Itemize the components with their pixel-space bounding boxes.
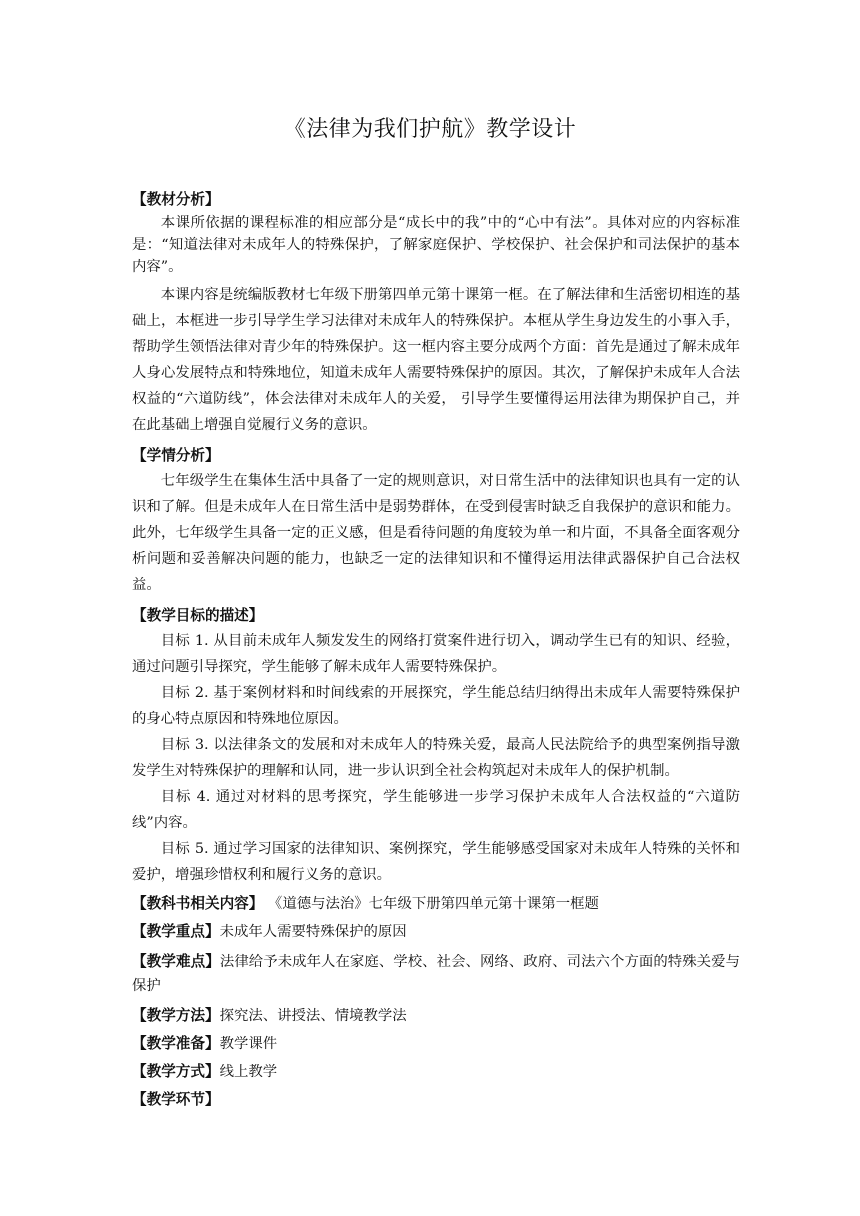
teaching-method-row <box>132 1004 740 1028</box>
teaching-focus-label: 【教学重点】 <box>132 923 220 940</box>
teaching-prep-label: 【教学准备】 <box>132 1035 220 1052</box>
teaching-focus-value: 未成年人需要特殊保护的原因 <box>219 924 407 940</box>
textbook-content-row <box>132 892 740 916</box>
goal-item: 目标 1. 从目前未成年人频发发生的网络打赏案件进行切入，调动学生已有的知识、经验，通过问题引导探究，学生能够了解未成年人需要特殊保护。 <box>132 633 740 675</box>
document-title: 《法律为我们护航》教学设计 <box>283 117 577 142</box>
heading-teaching-steps: 【教学环节】 <box>132 1091 220 1108</box>
teaching-difficulty-value: 法律给予未成年人在家庭、学校、社会、网络、政府、司法六个方面的特殊关爱与保护 <box>132 954 740 994</box>
document-body <box>132 188 740 1112</box>
teaching-difficulty-row <box>132 950 740 998</box>
teaching-prep-row <box>132 1032 740 1056</box>
textbook-content-label: 【教科书相关内容】 <box>132 895 264 912</box>
heading-teaching-goals: 【教学目标的描述】 <box>132 607 264 624</box>
goal-item: 目标 3. 以法律条文的发展和对未成年人的特殊关爱，最高人民法院给予的典型案例指导激发学生对特殊保护的理解和认同，进一步认识到全社会构筑起对未成年人的保护机制。 <box>132 737 740 779</box>
teaching-mode-row <box>132 1060 740 1084</box>
teaching-difficulty-label: 【教学难点】 <box>132 953 220 970</box>
heading-student-analysis: 【学情分析】 <box>132 447 220 464</box>
teaching-mode-value: 线上教学 <box>219 1064 278 1080</box>
goal-item: 目标 2. 基于案例材料和时间线索的开展探究，学生能总结归纳得出未成年人需要特殊保护的身心特点原因和特殊地位原因。 <box>132 685 740 727</box>
student-paragraph: 七年级学生在集体生活中具备了一定的规则意识，对日常生活中的法律知识也具有一定的认识和了解。但是未成年人在日常生活中是弱势群体，在受到侵害时缺乏自我保护的意识和能力。此外，七年级学生具备一定的正义感，但是看待问题的角度较为单一和片面，不具备全面客观分析问题和妥善解决问题的能力，也缺乏一定的法律知识和不懂得运用法律武器保护自己合法权益。 <box>132 473 740 593</box>
goal-item: 目标 5. 通过学习国家的法律知识、案例探究，学生能够感受国家对未成年人特殊的关怀和爱护，增强珍惜权利和履行义务的意识。 <box>132 841 740 883</box>
material-paragraph-1: 本课所依据的课程标准的相应部分是“成长中的我”中的“心中有法”。具体对应的内容标准是：“知道法律对未成年人的特殊保护，了解家庭保护、学校保护、社会保护和司法保护的基本内容”。 <box>132 215 740 275</box>
textbook-content-value: 《道德与法治》七年级下册第四单元第十课第一框题 <box>263 896 599 912</box>
heading-material-analysis: 【教材分析】 <box>132 191 220 208</box>
teaching-method-value: 探究法、讲授法、情境教学法 <box>219 1008 407 1024</box>
teaching-prep-value: 教学课件 <box>219 1036 278 1052</box>
teaching-method-label: 【教学方法】 <box>132 1007 220 1024</box>
teaching-mode-label: 【教学方式】 <box>132 1063 220 1080</box>
teaching-focus-row <box>132 920 740 944</box>
goal-item: 目标 4. 通过对材料的思考探究，学生能够进一步学习保护未成年人合法权益的“六道防线”内容。 <box>132 789 740 831</box>
material-paragraph-2: 本课内容是统编版教材七年级下册第四单元第十课第一框。在了解法律和生活密切相连的基础上，本框进一步引导学生学习法律对未成年人的特殊保护。本框从学生身边发生的小事入手，帮助学生领悟法律对青少年的特殊保护。这一框内容主要分成两个方面：首先是通过了解未成年人身心发展特点和特殊地位，知道未成年人需要特殊保护的原因。其次，了解保护未成年人合法权益的“六道防线”，体会法律对未成年人的关爱， 引导学生要懂得运用法律为期保护自己，并在此基础上增强自觉履行义务的意识。 <box>132 287 740 433</box>
